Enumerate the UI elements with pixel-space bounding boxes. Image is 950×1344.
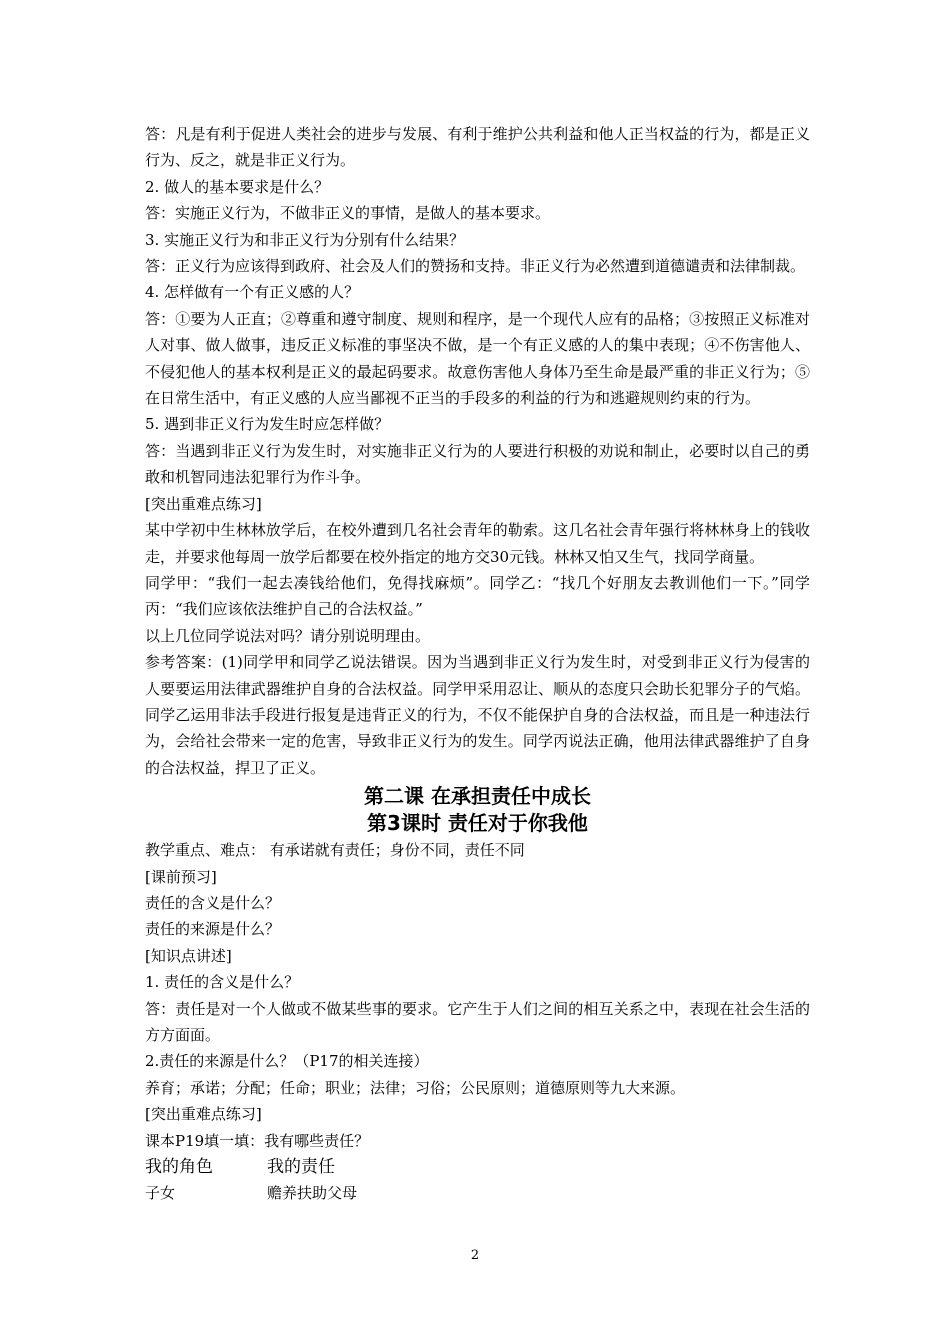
answer-5: 答：当遇到非正义行为发生时，对实施非正义行为的人要进行积极的劝说和制止，必要时以自己的勇敢和机智同违法犯罪行为作斗争。 bbox=[145, 441, 810, 487]
knowledge-answer-1: 答：责任是对一个人做或不做某些事的要求。它产生于人们之间的相互关系之中，表现在社会生活的方方面面。 bbox=[145, 999, 810, 1044]
case-question: 以上几位同学说法对吗？请分别说明理由。 bbox=[145, 626, 431, 645]
fill-in-prompt: 课本P19填一填：我有哪些责任？ bbox=[145, 1131, 370, 1150]
preview-question-1: 责任的含义是什么？ bbox=[145, 893, 281, 912]
section-label-knowledge: [知识点讲述] bbox=[145, 946, 232, 965]
section-label-preview: [课前预习] bbox=[145, 867, 217, 886]
document-body bbox=[145, 121, 810, 1206]
roles-table-header bbox=[145, 1154, 810, 1180]
knowledge-answer-2: 养育；承诺；分配；任命；职业；法律；习俗；公民原则；道德原则等九大来源。 bbox=[145, 1078, 686, 1097]
row-role: 子女 bbox=[145, 1184, 176, 1203]
question-5: 5. 遇到非正义行为发生时应怎样做？ bbox=[145, 415, 390, 434]
period-heading: 第3课时 责任对于你我他 bbox=[367, 811, 588, 836]
answer-2: 答：实施正义行为，不做非正义的事情，是做人的基本要求。 bbox=[145, 204, 551, 223]
row-responsibility: 赡养扶助父母 bbox=[267, 1184, 358, 1203]
answer-3: 答：正义行为应该得到政府、社会及人们的赞扬和支持。非正义行为必然遭到道德谴责和法律制裁。 bbox=[145, 257, 806, 276]
preview-question-2: 责任的来源是什么？ bbox=[145, 920, 281, 939]
question-2: 2. 做人的基本要求是什么？ bbox=[145, 177, 330, 196]
teaching-focus: 教学重点、难点： 有承诺就有责任；身份不同，责任不同 bbox=[145, 841, 525, 860]
page-number: 2 bbox=[470, 1248, 480, 1263]
answer-paragraph: 答：凡是有利于促进人类社会的进步与发展、有利于维护公共利益和他人正当权益的行为，都是正义行为、反之，就是非正义行为。 bbox=[145, 125, 810, 170]
case-dialogue: 同学甲：“我们一起去凑钱给他们，免得找麻烦”。同学乙：“找几个好朋友去教训他们一下。”同学丙：“我们应该依法维护自己的合法权益。” bbox=[145, 573, 810, 619]
question-4: 4. 怎样做有一个有正义感的人？ bbox=[145, 283, 360, 302]
case-description: 某中学初中生林林放学后，在校外遭到几名社会青年的勒索。这几名社会青年强行将林林身上的钱收走，并要求他每周一放学后都要在校外指定的地方交30元钱。林林又怕又生气，找同学商量。 bbox=[145, 521, 810, 566]
lesson-heading: 第二课 在承担责任中成长 bbox=[364, 784, 591, 809]
knowledge-question-1: 1. 责任的含义是什么？ bbox=[145, 973, 300, 992]
roles-table-row bbox=[145, 1180, 810, 1206]
header-role: 我的角色 bbox=[145, 1157, 213, 1178]
answer-4: 答：①要为人正直；②尊重和遵守制度、规则和程序，是一个现代人应有的品格；③按照正义标准对人对事、做人做事，违反正义标准的事坚决不做，是一个有正义感的人的集中表现；④不伤害他人、不侵犯他人的基本权利是正义的最起码要求。故意伤害他人身体乃至生命是最严重的非正义行为；⑤在日常生活中，有正义感的人应当鄙视不正当的手段多的利益的行为和逃避规则约束的行为。 bbox=[145, 309, 810, 408]
section-label-practice: [突出重难点练习] bbox=[145, 494, 262, 513]
question-3: 3. 实施正义行为和非正义行为分别有什么结果？ bbox=[145, 230, 465, 249]
reference-answer: 参考答案：(1)同学甲和同学乙说法错误。因为当遇到非正义行为发生时，对受到非正义行为侵害的人要要运用法律武器维护自身的合法权益。同学甲采用忍让、顺从的态度只会助长犯罪分子的气焰。同学乙运用非法手段进行报复是违背正义的行为，不仅不能保护自身的合法权益，而且是一种违法行为，会给社会带来一定的危害，导致非正义行为的发生。同学丙说法正确，他用法律武器维护了自身的合法权益，捍卫了正义。 bbox=[145, 653, 810, 777]
section-label-practice-2: [突出重难点练习] bbox=[145, 1105, 262, 1124]
header-responsibility: 我的责任 bbox=[267, 1157, 335, 1178]
knowledge-question-2: 2.责任的来源是什么？（P17的相关连接） bbox=[145, 1052, 429, 1071]
